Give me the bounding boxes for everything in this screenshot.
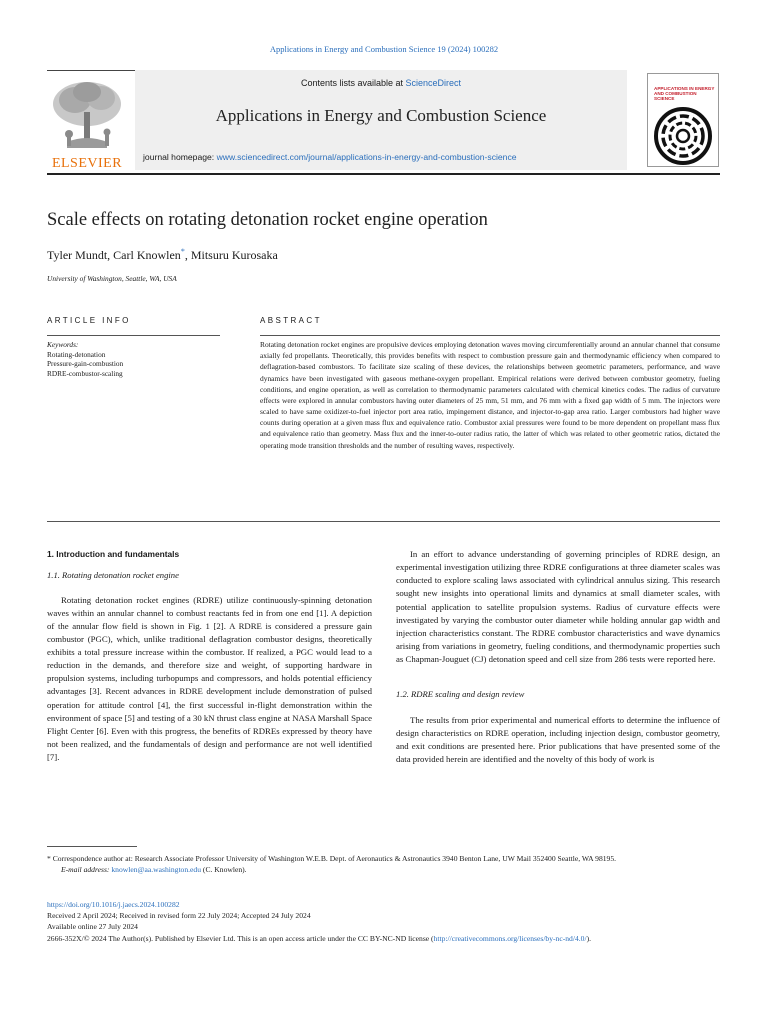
email-label: E-mail address:: [61, 865, 112, 874]
footnotes: [47, 853, 720, 875]
abstract-bottom-rule: [47, 521, 720, 522]
article-info-heading: ARTICLE INFO: [47, 316, 131, 325]
corresponding-author-mark[interactable]: *: [180, 247, 185, 256]
masthead-center-panel: [135, 70, 627, 170]
cover-title: APPLICATIONS IN ENERGY AND COMBUSTION SCIENCE: [654, 86, 715, 102]
email-suffix: (C. Knowlen).: [201, 865, 247, 874]
masthead-bottom-rule: [47, 173, 720, 175]
correspondence-note: * Correspondence author at: Research Associate Professor University of Washington W.E.B. Dept. of Aeronautics & Astronautics 3940 Benton Lane, UW Mail 352400 Seattle, WA 98195.: [47, 854, 617, 863]
keyword-item: Pressure-gain-combustion: [47, 359, 124, 369]
author-list: Tyler Mundt, Carl Knowlen*, Mitsuru Kurosaka: [47, 247, 278, 262]
subsection-heading: 1.2. RDRE scaling and design review: [396, 689, 525, 700]
cover-pattern-icon: [648, 106, 718, 166]
received-dates: Received 2 April 2024; Received in revised form 22 July 2024; Accepted 24 July 2024: [47, 911, 311, 921]
journal-homepage-link[interactable]: www.sciencedirect.com/journal/applications-in-energy-and-combustion-science: [216, 152, 517, 162]
body-right-column: [396, 548, 720, 767]
body-paragraph: The results from prior experimental and numerical efforts to determine the influence of design characteristics on RDRE operation, including injection design, combustor geometry, and exit conditions are presented here. Prior publications that have presented some of the data provided herein are identified and the novelty of this body of work is: [396, 715, 720, 765]
keywords-block: [47, 340, 123, 379]
license-link[interactable]: http://creativecommons.org/licenses/by-nc-nd/4.0/: [433, 933, 587, 943]
contents-prefix: Contents lists available at: [300, 78, 406, 88]
elsevier-logo[interactable]: [47, 76, 127, 170]
body-paragraph: Rotating detonation rocket engines (RDRE) utilize continuously-spinning detonation waves within an annular channel to combust reactants fed in from one end [1]. A depiction of the annular flow field is shown in Fig. 1 [2]. A RDRE is considered a pressure gain combustor (PGC), which, unlike traditional deflagration combustor designs, theoretically exhibits a total pressure increase within the combustor. If realized, a PGC would lead to a reduction in the demands, and therefore size and weight, of supporting hardware in propulsion systems, including turbopumps and compressors, and holds potential efficiency advantages [3]. Recent advances in RDRE development include demonstration of pulsed operation for attitude control [4], the first successful in-flight demonstration within the environment of space [5] and testing of a 30 kN thrust class engine at NASA Marshall Space Flight Center [6]. Even with this progress, the benefits of RDREs expressed by theory have not been realized, and the fundamentals of design and performance are not well identified [7].: [47, 594, 372, 762]
footnote-rule: [47, 846, 137, 847]
body-left-column: [47, 548, 372, 764]
elsevier-wordmark: ELSEVIER: [51, 156, 123, 171]
license-prefix: 2666-352X/© 2024 The Author(s). Published by Elsevier Ltd. This is an open access article under the CC BY-NC-ND license (: [47, 933, 434, 943]
keyword-item: RDRE-combustor-scaling: [47, 368, 123, 378]
email-line: [47, 864, 720, 875]
section-heading: 1. Introduction and fundamentals: [47, 549, 180, 559]
article-info-rule: [47, 335, 220, 336]
journal-reference[interactable]: Applications in Energy and Combustion Science 19 (2024) 100282: [269, 44, 499, 54]
keywords-label: Keywords:: [47, 340, 79, 349]
journal-title: Applications in Energy and Combustion Science: [215, 106, 547, 125]
license-line: [47, 933, 720, 944]
doi-link[interactable]: https://doi.org/10.1016/j.jaecs.2024.100282: [47, 900, 180, 909]
license-suffix: ).: [586, 933, 591, 943]
available-online: Available online 27 July 2024: [47, 922, 138, 932]
contents-line: [135, 78, 627, 88]
abstract-heading: ABSTRACT: [260, 316, 322, 325]
publication-info: [47, 899, 720, 944]
author-name[interactable]: Tyler Mundt: [47, 248, 108, 262]
email-link[interactable]: knowlen@aa.washington.edu: [111, 865, 202, 874]
journal-homepage-line: [143, 152, 517, 162]
journal-cover-image[interactable]: [647, 73, 719, 167]
body-paragraph: In an effort to advance understanding of governing principles of RDRE design, an experimental investigation utilizing three RDRE configurations at three diameter scales was conducted to explore scaling laws associated with cylindrical annulus sizing. This research sought new insights into operational limits and dynamics at small diameter scales, with potential application to satellite propulsion systems. Radius of curvature effects were investigated by varying the combustor outer diameter while holding annular gap width and injection characteristics constant. The RDRE combustor characteristics and wave dynamics arising from variations in geometry, fueling conditions, and thermodynamic properties such as Chapman-Jouguet (CJ) detonation speed and cell size from 286 tests were reported here.: [396, 549, 720, 664]
journal-masthead: [47, 70, 720, 170]
elsevier-tree-icon: [47, 76, 127, 154]
subsection-heading: 1.1. Rotating detonation rocket engine: [47, 569, 179, 580]
keyword-item: Rotating-detonation: [47, 349, 106, 359]
abstract-text: Rotating detonation rocket engines are propulsive devices employing detonation waves moving circumferentially around an annular channel that consume axially fed propellants. Theoretically, this provides benefits with respect to combustion pressure gain and thermodynamic efficiency when compared to deflagration-based combustors. To facilitate size scaling of these devices, the relationships between geometric parameters, performance, and wave dynamics have been investigated with gaseous methane-oxygen propellant. Empirical relations were derived between combustor geometry, fueling conditions, and engine operation, as well as correlation to thermodynamic parameters calculated with chemical kinetics codes. The radius of curvature effects were explored in annular combustors having outer diameters of 25 mm, 51 mm, and 76 mm with a fixed gap width of 5 mm. The injectors were scaled to have same oxidizer-to-fuel injector port area ratio, impingement distance, and injector-to-gap area ratio. Larger combustors had higher wave counts during operation at a given mass flux and equivalence ratio. Combustor axial pressures were found to be more dependent on propellant mass flux and equivalence ratio than geometry. Mass flux and the inner-to-outer radius ratio, the latter of which was related to other geometric ratios, dictated the operating mode transition thresholds and the number of resulting waves, respectively.: [260, 340, 720, 450]
abstract-rule: [260, 335, 720, 336]
sciencedirect-link[interactable]: ScienceDirect: [405, 78, 462, 88]
author-name[interactable]: Carl Knowlen: [113, 248, 181, 262]
author-name[interactable]: Mitsuru Kurosaka: [190, 248, 278, 262]
homepage-label: journal homepage:: [143, 152, 217, 162]
article-title: Scale effects on rotating detonation rocket engine operation: [47, 210, 488, 230]
affiliation: University of Washington, Seattle, WA, USA: [47, 274, 177, 283]
